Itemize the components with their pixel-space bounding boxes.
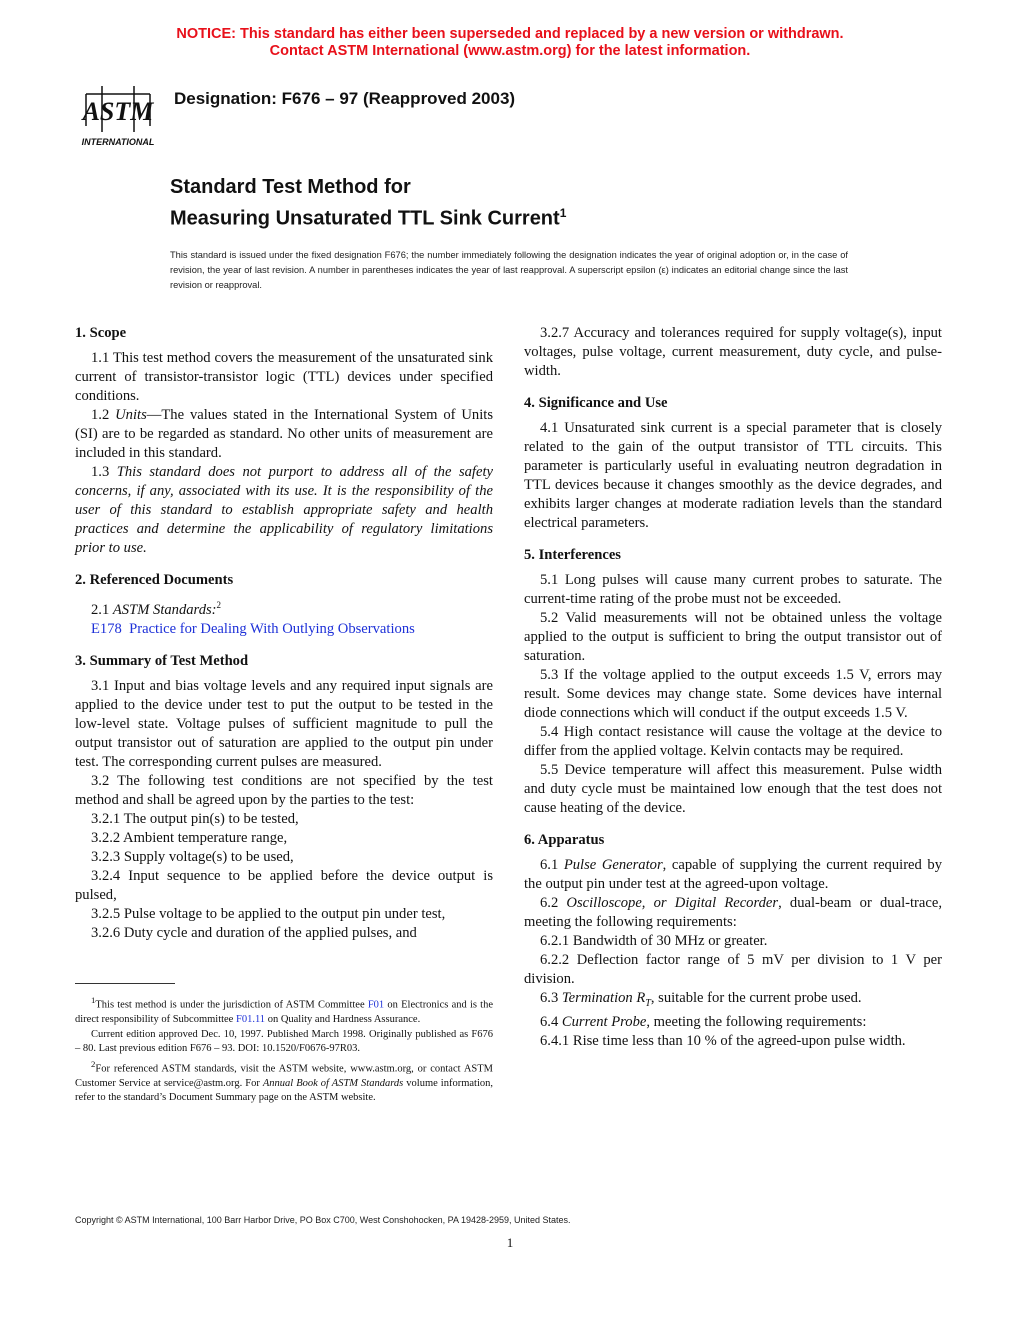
page-number: 1 [506,1235,514,1250]
item-3-2-4: 3.2.4 Input sequence to be applied before the device output is pulsed, [75,867,493,903]
para-6-4: 6.4 Current Probe, meeting the following requirements: [540,1013,867,1030]
para-1-2: 1.2 Units—The values stated in the International System of Units (SI) are to be regarded as standard. No other units of measurement are included in this standard. [75,407,493,461]
para-1-3: 1.3 This standard does not purport to address all of the safety concerns, if any, associated with its use. It is the responsibility of the user of this standard to establish appropriate safety and health practices and determine the applicability of regulatory limitations prior to use. [75,464,493,556]
item-3-2-6: 3.2.6 Duty cycle and duration of the applied pulses, and [91,924,417,941]
section-heading-apparatus: 6. Apparatus [524,832,605,848]
item-3-2-5: 3.2.5 Pulse voltage to be applied to the output pin under test, [91,905,446,922]
item-6-2-2: 6.2.2 Deflection factor range of 5 mV per division to 1 V per division. [524,952,942,987]
para-6-1: 6.1 Pulse Generator, capable of supplying the current required by the output pin under test at the agreed-upon voltage. [524,857,943,892]
notice-line-1: NOTICE: This standard has either been superseded and replaced by a new version or withdrawn. [176,26,844,42]
item-3-2-7: 3.2.7 Accuracy and tolerances required for supply voltage(s), input voltages, pulse voltage, current measurement, duty cycle, and pulse-width. [524,325,942,379]
right-column [524,324,942,1051]
link-e178[interactable]: E178 Practice for Dealing With Outlying Observations [91,620,415,637]
item-6-4-1: 6.4.1 Rise time less than 10 % of the agreed-upon pulse width. [540,1032,906,1049]
copyright: Copyright © ASTM International, 100 Barr Harbor Drive, PO Box C700, West Conshohocken, PA 19428-2959, United States. [75,1215,571,1225]
para-4-1: 4.1 Unsaturated sink current is a special parameter that is closely related to the gain of the output transistor of TTL circuits. This parameter is particularly useful in evaluating neutron degradation in TTL devices because it changes smoothly as the device degrades, and exhibits larger changes at moderate radiation levels than the standard electrical parameters. [524,420,942,531]
item-6-2-1: 6.2.1 Bandwidth of 30 MHz or greater. [540,933,768,949]
footnotes [75,993,493,1106]
footnote-2: $^2$For referenced ASTM standards, visit the ASTM website, www.astm.org, or contact ASTM Customer Service at service@astm.org. For Annual Book of ASTM Standards volume information, refer to the standard’s Document Summary page on the ASTM website. [75,1058,493,1103]
section-heading-significance: 4. Significance and Use [524,395,668,411]
footnote-rule [75,983,175,984]
footnote-1: $^1$This test method is under the jurisdiction of ASTM Committee F01 on Electronics and is the direct responsibility of Subcommittee F01.11 on Quality and Hardness Assurance. [75,995,493,1025]
para-5-2: 5.2 Valid measurements will not be obtained unless the voltage applied to the output is sufficient to bring the output transistor out of saturation. [524,610,942,664]
para-5-4: 5.4 High contact resistance will cause the voltage at the device to differ from the applied voltage. Kelvin contacts may be required. [524,724,942,759]
item-3-2-3: 3.2.3 Supply voltage(s) to be used, [91,848,294,865]
designation: Designation: F676 – 97 (Reapproved 2003) [174,89,516,108]
para-5-5: 5.5 Device temperature will affect this measurement. Pulse width and duty cycle must be maintained low enough that the test does not cause heating of the device. [524,762,942,816]
title-line-1: Standard Test Method for [170,176,411,198]
para-3-1: 3.1 Input and bias voltage levels and any required input signals are applied to the device under test to put the output to be tested in the low-level state. Voltage pulses of sufficient magnitude to pull the output transistor out of saturation are applied to the output pin under test. The corresponding current pulses are measured. [75,677,493,770]
title-footnote-mark: 1 [559,206,567,220]
para-6-3: 6.3 Termination $R_T$, suitable for the current probe used. [540,990,862,1009]
section-heading-scope: 1. Scope [75,325,127,341]
logo-subword: INTERNATIONAL [81,137,155,147]
section-heading-refdocs: 2. Referenced Documents [75,572,234,588]
link-f01-11[interactable]: F01.11 [235,1014,266,1025]
logo-word: ASTM [82,97,154,126]
footnote-1-edition: Current edition approved Dec. 10, 1997. Published March 1998. Originally published as F676 – 80. Last previous edition F676 – 93. DOI: 10.1520/F0676-97R03. [75,1028,493,1054]
para-6-2: 6.2 Oscilloscope, or Digital Recorder, dual-beam or dual-trace, meeting the following requirements: [524,895,942,930]
link-f01[interactable]: F01 [367,999,385,1011]
notice-line-2: Contact ASTM International (www.astm.org) for the latest information. [269,43,751,59]
para-5-3: 5.3 If the voltage applied to the output exceeds 1.5 V, errors may result. Some devices may change state. Some devices have internal diode connections which will conduct if the output exceeds 1.5 V. [524,667,942,721]
item-3-2-1: 3.2.1 The output pin(s) to be tested, [91,810,299,827]
para-2-1: 2.1 ASTM Standards:$^2$ [91,600,222,618]
issued-note: This standard is issued under the fixed designation F676; the number immediately following the designation indicates the year of original adoption or, in the case of revision, the year of last revision. A number in parentheses indicates the year of last reapproval. A superscript epsilon (ε) indicates an editorial change since the last revision or reapproval. [170,250,848,290]
left-column [75,324,493,943]
section-heading-interferences: 5. Interferences [524,547,621,563]
para-3-2: 3.2 The following test conditions are not specified by the test method and shall be agreed upon by the parties to the test: [75,772,493,808]
section-heading-summary: 3. Summary of Test Method [75,652,249,669]
item-3-2-2: 3.2.2 Ambient temperature range, [91,829,288,846]
para-1-1: 1.1 This test method covers the measurement of the unsaturated sink current of transistor-transistor logic (TTL) devices under specified conditions. [75,350,493,404]
para-5-1: 5.1 Long pulses will cause many current probes to saturate. The current-time rating of the probe must not be exceeded. [524,572,942,607]
title-line-2: Measuring Unsaturated TTL Sink Current$^1$ [170,206,567,230]
astm-logo [76,76,160,148]
